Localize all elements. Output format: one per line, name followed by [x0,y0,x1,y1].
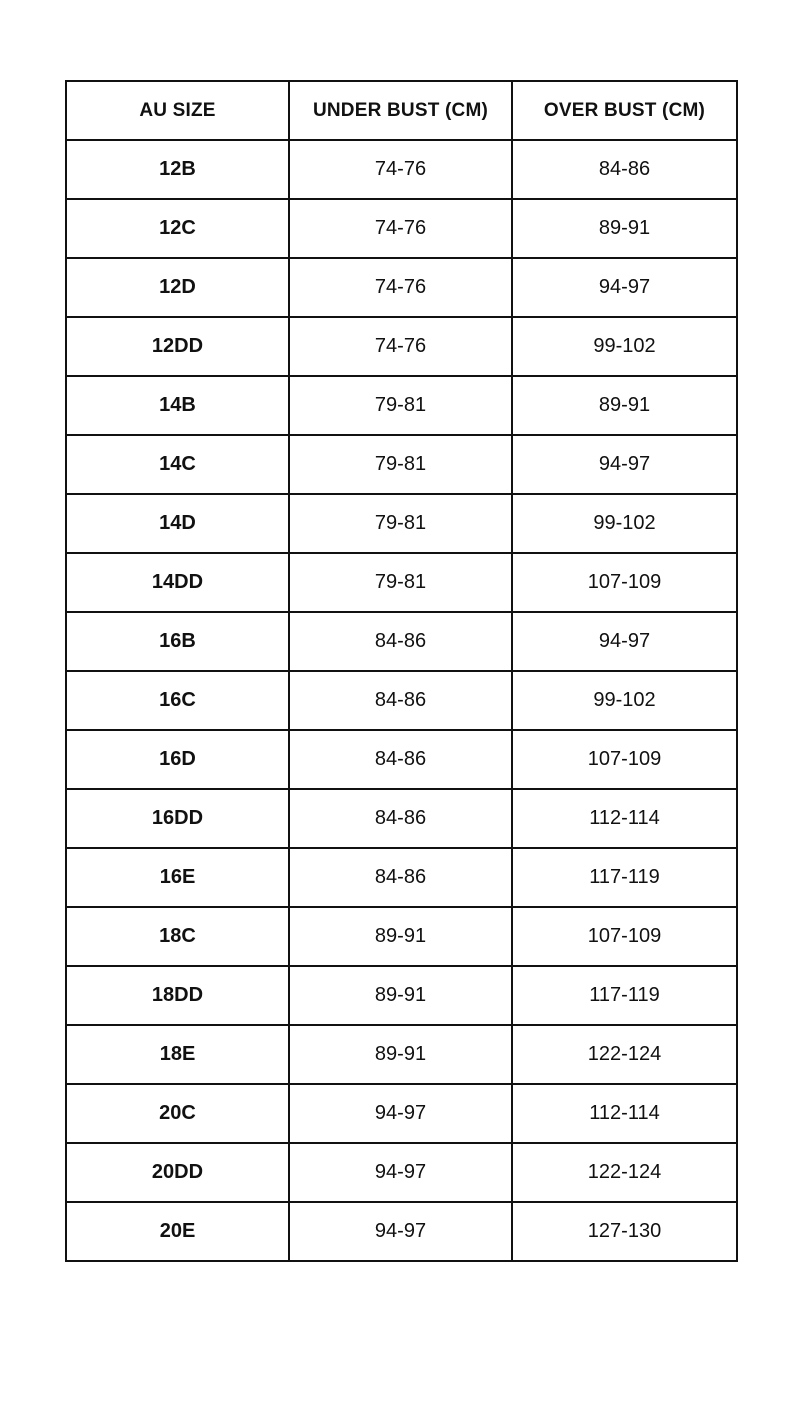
table-row [66,553,737,612]
table-row [66,848,737,907]
table-row [66,907,737,966]
under-bust-cell: 74-76 [289,199,512,258]
size-cell: 14D [66,494,289,553]
under-bust-cell: 89-91 [289,1025,512,1084]
under-bust-cell: 79-81 [289,376,512,435]
size-cell: 20C [66,1084,289,1143]
size-cell: 18C [66,907,289,966]
size-cell: 14B [66,376,289,435]
over-bust-cell: 122-124 [512,1143,737,1202]
under-bust-cell: 84-86 [289,671,512,730]
table-row [66,671,737,730]
over-bust-cell: 94-97 [512,435,737,494]
under-bust-cell: 79-81 [289,435,512,494]
header-au-size: AU SIZE [66,81,289,140]
over-bust-cell: 94-97 [512,612,737,671]
over-bust-cell: 99-102 [512,671,737,730]
table-row [66,1025,737,1084]
table-row [66,258,737,317]
under-bust-cell: 79-81 [289,494,512,553]
under-bust-cell: 89-91 [289,966,512,1025]
over-bust-cell: 122-124 [512,1025,737,1084]
table-row [66,966,737,1025]
under-bust-cell: 89-91 [289,907,512,966]
over-bust-cell: 94-97 [512,258,737,317]
table-row [66,317,737,376]
size-cell: 16D [66,730,289,789]
table-row [66,789,737,848]
over-bust-cell: 99-102 [512,317,737,376]
size-cell: 16C [66,671,289,730]
under-bust-cell: 74-76 [289,140,512,199]
header-row [66,81,737,140]
over-bust-cell: 117-119 [512,848,737,907]
over-bust-cell: 117-119 [512,966,737,1025]
table-row [66,435,737,494]
under-bust-cell: 79-81 [289,553,512,612]
over-bust-cell: 107-109 [512,730,737,789]
size-cell: 14C [66,435,289,494]
size-cell: 20DD [66,1143,289,1202]
under-bust-cell: 84-86 [289,789,512,848]
under-bust-cell: 84-86 [289,612,512,671]
under-bust-cell: 94-97 [289,1143,512,1202]
table-row [66,1202,737,1261]
table-row [66,612,737,671]
size-chart-table [65,80,738,1262]
under-bust-cell: 94-97 [289,1084,512,1143]
size-cell: 12DD [66,317,289,376]
size-cell: 20E [66,1202,289,1261]
size-cell: 16B [66,612,289,671]
under-bust-cell: 74-76 [289,317,512,376]
size-cell: 18DD [66,966,289,1025]
header-over-bust: OVER BUST (CM) [512,81,737,140]
size-cell: 16E [66,848,289,907]
table-row [66,1143,737,1202]
table-row [66,199,737,258]
over-bust-cell: 127-130 [512,1202,737,1261]
under-bust-cell: 94-97 [289,1202,512,1261]
over-bust-cell: 107-109 [512,553,737,612]
table-row [66,376,737,435]
size-cell: 12D [66,258,289,317]
over-bust-cell: 89-91 [512,199,737,258]
table-row [66,730,737,789]
over-bust-cell: 107-109 [512,907,737,966]
under-bust-cell: 74-76 [289,258,512,317]
table-header [66,81,737,140]
size-cell: 14DD [66,553,289,612]
size-cell: 12B [66,140,289,199]
table-row [66,494,737,553]
under-bust-cell: 84-86 [289,730,512,789]
over-bust-cell: 112-114 [512,789,737,848]
size-cell: 18E [66,1025,289,1084]
over-bust-cell: 89-91 [512,376,737,435]
over-bust-cell: 112-114 [512,1084,737,1143]
table-body [66,140,737,1261]
table-row [66,1084,737,1143]
size-cell: 12C [66,199,289,258]
table-row [66,140,737,199]
over-bust-cell: 99-102 [512,494,737,553]
over-bust-cell: 84-86 [512,140,737,199]
size-cell: 16DD [66,789,289,848]
under-bust-cell: 84-86 [289,848,512,907]
header-under-bust: UNDER BUST (CM) [289,81,512,140]
